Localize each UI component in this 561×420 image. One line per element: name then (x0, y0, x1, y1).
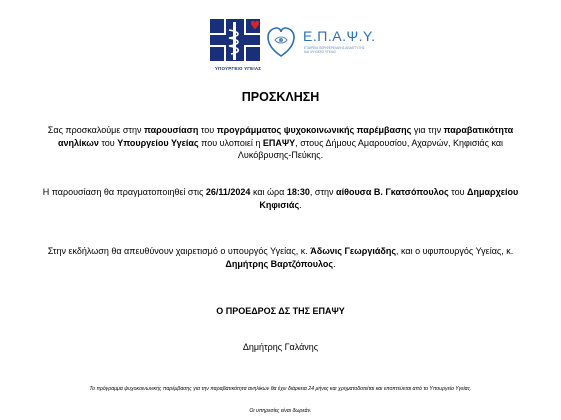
paragraph-event-line2 (0, 199, 561, 212)
paragraph-event-line1 (0, 186, 561, 199)
epapsy-name: Ε.Π.Α.Ψ.Υ. (303, 28, 376, 44)
bold-text-run: προγράμματος ψυχοκοινωνικής παρέμβασης (216, 125, 412, 135)
text-run: , στην (309, 187, 337, 197)
text-run: Η παρουσίαση θα πραγματοποιηθεί στις (42, 187, 206, 197)
signer-name: Δημήτρης Γαλάνης (242, 342, 319, 352)
text-run: Σας προσκαλούμε στην (47, 125, 144, 135)
paragraph-event-details (0, 186, 561, 211)
paragraph-greetings-line2 (0, 258, 561, 271)
paragraph-greetings-line1 (0, 245, 561, 258)
text-run: του (448, 187, 468, 197)
program-footnote: Το πρόγραμμα ψυχοκοινωνικής παρέμβασης για την παραβατικότητα ανηλίκων θα έχει διάρκεια 24 μήνες και χρηματοδοτείται και εποπτεύεται από το Υπουργείο Υγείας. (89, 386, 472, 392)
text-run: Στην εκδήλωση θα απευθύνουν χαιρετισμό ο υπουργός Υγείας, κ. (47, 246, 311, 256)
bold-text-run: αίθουσα Β. Γκατσόπουλος (336, 187, 449, 197)
bold-text-run: Άδωνις Γεωργιάδης (310, 246, 397, 256)
text-run: του (98, 137, 118, 148)
bold-text-run: 26/11/2024 (205, 187, 251, 197)
text-run: για την (411, 125, 444, 135)
paragraph-intro-line2 (0, 137, 561, 150)
period: . (299, 199, 302, 210)
president-title: Ο ΠΡΟΕΔΡΟΣ ΔΣ ΤΗΣ ΕΠΑΨΥ (216, 306, 345, 316)
epapsy-heart-logo (266, 26, 296, 60)
deputy-minister-name: Δημήτρης Βαρτζόπουλος (225, 258, 334, 269)
bold-text-run: ΕΠΑΨΥ (262, 137, 296, 148)
bold-text-run: παρουσίαση (144, 125, 199, 135)
text-run: , και ο υφυπουργός Υγείας, κ. (396, 246, 514, 256)
bold-text-run: Δημαρχείου (467, 187, 519, 197)
bold-text-run: ανηλίκων (57, 137, 99, 148)
ministry-of-health-logo (207, 16, 263, 72)
bold-text-run: 18:30 (286, 187, 310, 197)
paragraph-intro-line3: Λυκόβρυσης-Πεύκης. (237, 150, 324, 160)
text-run: , στους Δήμους Αμαρουσίου, Αχαρνών, Κηφισιάς και (295, 137, 504, 148)
venue-municipality: Κηφισιάς (259, 199, 300, 210)
paragraph-greetings (0, 245, 561, 270)
paragraph-intro (0, 124, 561, 162)
text-run: και ώρα (250, 187, 287, 197)
text-run: του (198, 125, 217, 135)
bold-text-run: παραβατικότητα (443, 125, 514, 135)
bold-text-run: Υπουργείου Υγείας (117, 137, 199, 148)
logos-header (0, 14, 561, 70)
free-services-note: Οι υπηρεσίες είναι δωρεάν. (249, 408, 312, 414)
period: . (333, 258, 336, 269)
ministry-caption: ΥΠΟΥΡΓΕΙΟ ΥΓΕΙΑΣ (214, 66, 262, 71)
invitation-title: ΠΡΟΣΚΛΗΣΗ (241, 90, 320, 104)
epapsy-subtitle: ΕΤΑΙΡΕΙΑ ΠΕΡΙΦΕΡΕΙΑΚΗΣ ΑΝΑΠΤΥΞΗΣ ΚΑΙ ΨΥΧΙΚΗΣ ΥΓΕΙΑΣ (304, 46, 365, 54)
text-run: που υλοποιεί η (198, 137, 263, 148)
paragraph-intro-line1 (0, 124, 561, 137)
